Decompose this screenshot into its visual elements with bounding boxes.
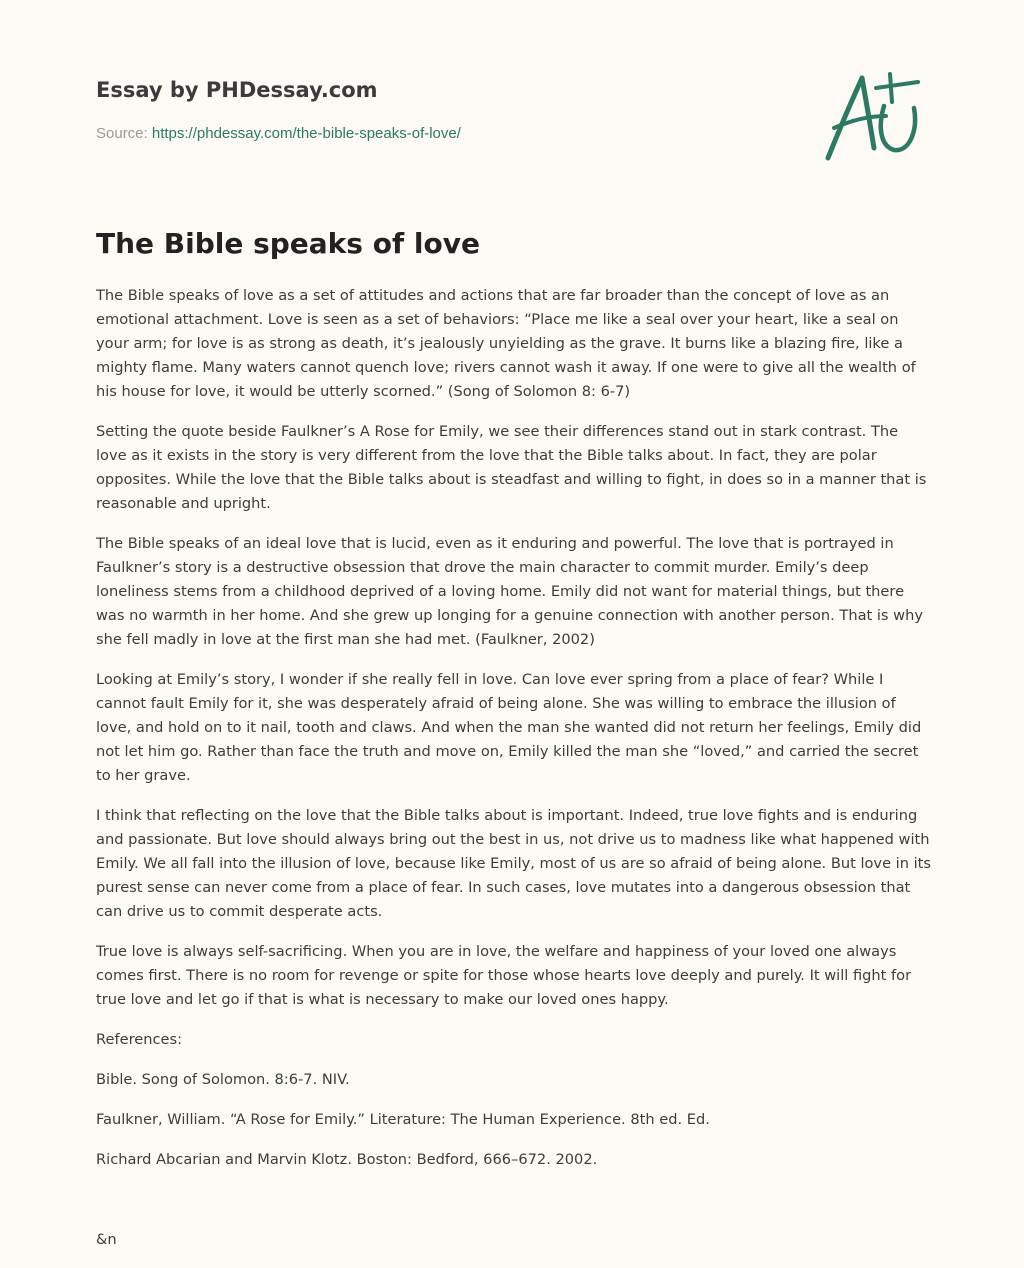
a-plus-logo-icon [818,66,930,166]
paragraph: The Bible speaks of love as a set of attitudes and actions that are far broader than the concept of love as an emotional attachment. Love is seen as a set of behaviors: “Place me like a seal over your heart, like a seal on your arm; for love is as strong as death, it’s jealously unyielding as the grave. It burns like a blazing fire, like a mighty flame. Many waters cannot quench love; rivers cannot wash it away. If one were to give all the wealth of his house for love, it would be utterly scorned.” (Song of Solomon 8: 6-7) [96,287,916,400]
source-line [96,124,796,144]
paragraph: Looking at Emily’s story, I wonder if she really fell in love. Can love ever spring from a place of fear? While I cannot fault Emily for it, she was desperately afraid of being alone. She was willing to embrace the illusion of love, and hold on to it nail, tooth and claws. And when the man she wanted did not return her feelings, Emily did not let him go. Rather than face the truth and move on, Emily killed the man she “loved,” and carried the secret to her grave. [96,671,922,784]
reference-item: Richard Abcarian and Marvin Klotz. Boston: Bedford, 666–672. 2002. [96,1151,598,1168]
paragraph: The Bible speaks of an ideal love that is lucid, even as it enduring and powerful. The love that is portrayed in Faulkner’s story is a destructive obsession that drove the main character to commit murder. Emily’s deep loneliness stems from a childhood deprived of a loving home. Emily did not want for material things, but there was no warmth in her home. And she grew up longing for a genuine connection with another person. That is why she fell madly in love at the first man she had met. (Faulkner, 2002) [96,535,923,648]
references-heading: References: [96,1031,183,1048]
essay-body [96,284,932,1188]
document-header [96,74,796,144]
source-label: Source: [96,125,148,142]
footer-text: &n [96,1231,117,1248]
reference-item: Bible. Song of Solomon. 8:6-7. NIV. [96,1071,350,1088]
paragraph: True love is always self-sacrificing. When you are in love, the welfare and happiness of your loved one always comes first. There is no room for revenge or spite for those whose hearts love deeply and purely. It will fight for true love and let go if that is what is necessary to make our loved ones happy. [96,943,912,1008]
paragraph: I think that reflecting on the love that the Bible talks about is important. Indeed, true love fights and is enduring and passionate. But love should always bring out the best in us, not drive us to madness like what happened with Emily. We all fall into the illusion of love, because like Emily, most of us are so afraid of being alone. But love in its purest sense can never come from a place of fear. In such cases, love mutates into a dangerous obsession that can drive us to commit desperate acts. [96,807,932,920]
reference-item: Faulkner, William. “A Rose for Emily.” Literature: The Human Experience. 8th ed. Ed. [96,1111,710,1128]
paragraph: Setting the quote beside Faulkner’s A Rose for Emily, we see their differences stand out in stark contrast. The love as it exists in the story is very different from the love that the Bible talks about. In fact, they are polar opposites. While the love that the Bible talks about is steadfast and willing to fight, in does so in a manner that is reasonable and upright. [96,423,927,512]
brand-title: Essay by PHDessay.com [96,78,378,102]
source-link[interactable]: https://phdessay.com/the-bible-speaks-of-love/ [151,125,461,142]
essay-title: The Bible speaks of love [96,227,480,260]
